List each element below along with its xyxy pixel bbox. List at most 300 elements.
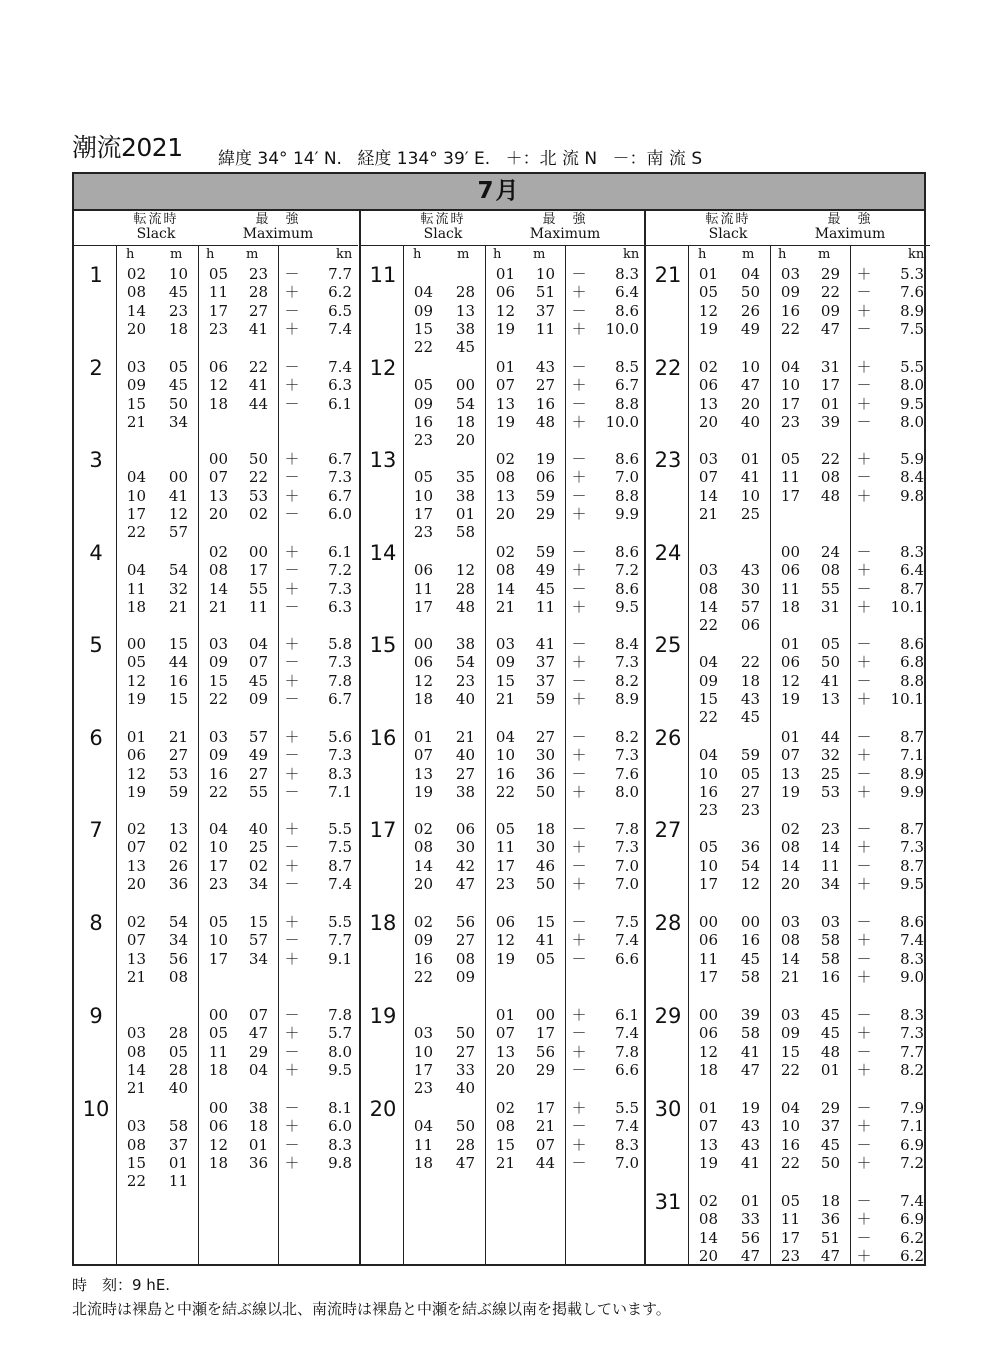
max-minute: 39 [820, 412, 840, 431]
direction-sign: ＋ [856, 1246, 872, 1265]
column-divider [850, 246, 851, 1264]
max-minute: 05 [820, 635, 840, 653]
slack-hour: 17 [413, 1060, 433, 1079]
max-minute: 45 [820, 1006, 840, 1024]
slack-hour: 22 [413, 967, 433, 986]
slack-hour: 17 [698, 874, 718, 893]
max-hour: 00 [208, 1006, 228, 1024]
direction-sign: － [284, 746, 300, 765]
max-hour: 02 [495, 1099, 515, 1117]
slack-hour: 08 [126, 1135, 146, 1154]
max-hour: 11 [208, 283, 228, 302]
direction-sign: － [571, 1024, 587, 1043]
direction-sign: ＋ [856, 1153, 872, 1172]
day-number: 27 [654, 818, 682, 842]
direction-sign: ＋ [284, 376, 300, 395]
max-minute: 49 [248, 746, 268, 765]
speed-knots: 8.3 [328, 764, 352, 783]
slack-hour: 08 [698, 579, 718, 598]
slack-minute: 34 [168, 412, 188, 431]
max-minute: 34 [248, 949, 268, 968]
speed-knots: 6.7 [615, 376, 639, 395]
direction-sign: － [571, 728, 587, 746]
speed-knots: 8.7 [900, 579, 924, 598]
direction-sign: － [284, 1099, 300, 1117]
slack-minute: 50 [455, 1117, 475, 1136]
max-minute: 59 [535, 486, 555, 505]
slack-hour: 02 [413, 913, 433, 931]
max-minute: 08 [820, 468, 840, 487]
max-hour: 01 [780, 635, 800, 653]
speed-knots: 7.7 [328, 931, 352, 950]
slack-minute: 47 [740, 1246, 760, 1265]
slack-minute: 43 [740, 1117, 760, 1136]
direction-sign: － [856, 820, 872, 838]
speed-knots: 8.3 [900, 949, 924, 968]
max-hour: 21 [495, 1153, 515, 1172]
slack-hour: 23 [413, 523, 433, 542]
speed-knots: 9.8 [328, 1153, 352, 1172]
slack-hour: 17 [698, 967, 718, 986]
direction-sign: － [856, 728, 872, 746]
speed-knots: 6.4 [900, 561, 924, 580]
max-hour: 16 [208, 764, 228, 783]
slack-hour: 09 [698, 671, 718, 690]
speed-knots: 6.6 [615, 949, 639, 968]
max-hour: 13 [495, 394, 515, 413]
max-minute: 46 [535, 856, 555, 875]
max-minute: 17 [535, 1024, 555, 1043]
speed-knots: 9.1 [328, 949, 352, 968]
direction-sign: － [284, 931, 300, 950]
slack-hour: 20 [126, 874, 146, 893]
slack-minute: 35 [455, 468, 475, 487]
unit-label: m [818, 247, 831, 262]
direction-sign: ＋ [856, 597, 872, 616]
slack-minute: 25 [740, 504, 760, 523]
speed-knots: 7.7 [328, 265, 352, 283]
direction-sign: ＋ [856, 301, 872, 320]
speed-knots: 7.6 [615, 764, 639, 783]
direction-sign: － [284, 782, 300, 801]
max-minute: 30 [535, 838, 555, 857]
unit-label: h [778, 247, 787, 262]
slack-hour: 14 [126, 301, 146, 320]
slack-minute: 56 [168, 949, 188, 968]
max-hour: 02 [208, 543, 228, 561]
direction-sign: － [284, 265, 300, 283]
maximum-header-jp: 最 強 [542, 212, 588, 227]
slack-minute: 01 [740, 1192, 760, 1210]
max-minute: 27 [248, 301, 268, 320]
speed-knots: 7.4 [328, 874, 352, 893]
slack-hour: 19 [413, 782, 433, 801]
max-minute: 47 [248, 1024, 268, 1043]
max-hour: 01 [495, 1006, 515, 1024]
slack-minute: 58 [740, 1024, 760, 1043]
speed-knots: 10.1 [890, 689, 924, 708]
max-minute: 59 [535, 543, 555, 561]
speed-knots: 8.3 [615, 1135, 639, 1154]
speed-knots: 7.4 [615, 1024, 639, 1043]
max-hour: 13 [495, 1042, 515, 1061]
slack-hour: 21 [698, 504, 718, 523]
slack-hour: 11 [698, 949, 718, 968]
slack-minute: 54 [168, 561, 188, 580]
speed-knots: 8.0 [900, 376, 924, 395]
units-row [361, 247, 645, 263]
max-hour: 06 [780, 561, 800, 580]
max-minute: 57 [248, 728, 268, 746]
max-minute: 36 [535, 764, 555, 783]
slack-hour: 10 [413, 486, 433, 505]
direction-sign: ＋ [571, 376, 587, 395]
speed-knots: 8.2 [615, 728, 639, 746]
direction-sign: ＋ [571, 746, 587, 765]
speed-knots: 7.3 [615, 746, 639, 765]
max-hour: 03 [495, 635, 515, 653]
max-hour: 05 [495, 820, 515, 838]
slack-minute: 57 [168, 523, 188, 542]
slack-hour: 12 [126, 764, 146, 783]
max-minute: 45 [535, 579, 555, 598]
direction-sign: － [571, 764, 587, 783]
slack-minute: 38 [455, 782, 475, 801]
speed-knots: 6.4 [615, 283, 639, 302]
slack-minute: 27 [455, 931, 475, 950]
slack-minute: 30 [740, 579, 760, 598]
slack-hour: 21 [126, 1079, 146, 1098]
speed-knots: 7.4 [328, 358, 352, 376]
day-number: 14 [369, 541, 397, 565]
max-hour: 02 [495, 450, 515, 468]
speed-knots: 7.2 [900, 1153, 924, 1172]
speed-knots: 9.8 [900, 486, 924, 505]
max-hour: 06 [780, 653, 800, 672]
slack-hour: 13 [698, 394, 718, 413]
speed-knots: 8.4 [900, 468, 924, 487]
max-hour: 16 [495, 764, 515, 783]
max-minute: 23 [820, 820, 840, 838]
speed-knots: 9.0 [900, 967, 924, 986]
max-minute: 58 [820, 949, 840, 968]
direction-sign: － [856, 319, 872, 338]
max-minute: 45 [248, 671, 268, 690]
slack-minute: 28 [168, 1060, 188, 1079]
max-minute: 50 [820, 1153, 840, 1172]
slack-hour: 20 [698, 1246, 718, 1265]
slack-minute: 28 [455, 1135, 475, 1154]
slack-header-jp: 転流時 [705, 212, 751, 227]
time-note: 時 刻：9 hE. [72, 1276, 171, 1294]
speed-knots: 8.8 [615, 394, 639, 413]
speed-knots: 6.1 [328, 394, 352, 413]
max-minute: 37 [535, 671, 555, 690]
slack-hour: 21 [126, 967, 146, 986]
max-hour: 16 [780, 1135, 800, 1154]
slack-hour: 20 [698, 412, 718, 431]
slack-hour: 14 [126, 1060, 146, 1079]
day-number: 23 [654, 448, 682, 472]
speed-knots: 5.8 [328, 635, 352, 653]
slack-hour: 01 [413, 728, 433, 746]
slack-minute: 39 [740, 1006, 760, 1024]
speed-knots: 5.9 [900, 450, 924, 468]
speed-knots: 8.1 [328, 1099, 352, 1117]
slack-hour: 10 [698, 764, 718, 783]
max-minute: 38 [248, 1099, 268, 1117]
slack-hour: 09 [413, 931, 433, 950]
max-hour: 19 [780, 782, 800, 801]
slack-hour: 14 [413, 856, 433, 875]
max-minute: 37 [535, 301, 555, 320]
unit-label: m [742, 247, 755, 262]
slack-minute: 28 [168, 1024, 188, 1043]
slack-hour: 00 [126, 635, 146, 653]
max-hour: 17 [780, 394, 800, 413]
slack-hour: 17 [413, 597, 433, 616]
speed-knots: 9.5 [900, 874, 924, 893]
max-minute: 08 [820, 561, 840, 580]
slack-minute: 50 [168, 394, 188, 413]
slack-minute: 59 [168, 782, 188, 801]
speed-knots: 6.1 [615, 1006, 639, 1024]
max-hour: 19 [495, 412, 515, 431]
direction-sign: ＋ [284, 635, 300, 653]
max-minute: 27 [248, 764, 268, 783]
max-hour: 04 [208, 820, 228, 838]
max-minute: 16 [535, 394, 555, 413]
direction-sign: ＋ [856, 874, 872, 893]
direction-sign: － [571, 1060, 587, 1079]
slack-minute: 41 [740, 468, 760, 487]
speed-knots: 7.3 [900, 838, 924, 857]
speed-knots: 7.0 [615, 856, 639, 875]
slack-hour: 07 [413, 746, 433, 765]
speed-knots: 7.5 [328, 838, 352, 857]
direction-sign: － [571, 913, 587, 931]
direction-sign: ＋ [284, 949, 300, 968]
max-hour: 08 [495, 468, 515, 487]
direction-sign: ＋ [571, 561, 587, 580]
slack-hour: 15 [126, 394, 146, 413]
direction-sign: ＋ [284, 319, 300, 338]
slack-header-en: Slack [708, 226, 748, 242]
max-minute: 29 [820, 1099, 840, 1117]
max-hour: 17 [208, 856, 228, 875]
max-minute: 49 [535, 561, 555, 580]
unit-label: m [533, 247, 546, 262]
direction-sign: ＋ [856, 394, 872, 413]
max-minute: 10 [535, 265, 555, 283]
maximum-header [770, 212, 930, 246]
slack-hour: 19 [126, 782, 146, 801]
max-minute: 29 [248, 1042, 268, 1061]
max-hour: 14 [780, 856, 800, 875]
speed-knots: 9.5 [900, 394, 924, 413]
max-hour: 08 [208, 561, 228, 580]
tide-column-block [359, 211, 645, 1264]
day-number: 10 [82, 1097, 110, 1121]
slack-minute: 00 [168, 468, 188, 487]
max-minute: 01 [820, 394, 840, 413]
slack-minute: 56 [455, 913, 475, 931]
max-hour: 09 [495, 653, 515, 672]
slack-minute: 45 [455, 338, 475, 357]
day-number: 29 [654, 1004, 682, 1028]
max-minute: 29 [820, 265, 840, 283]
max-minute: 25 [248, 838, 268, 857]
max-hour: 21 [495, 597, 515, 616]
max-hour: 15 [208, 671, 228, 690]
max-hour: 03 [780, 913, 800, 931]
max-hour: 21 [208, 597, 228, 616]
max-hour: 22 [780, 1060, 800, 1079]
slack-hour: 14 [698, 597, 718, 616]
max-hour: 06 [208, 358, 228, 376]
slack-minute: 38 [455, 635, 475, 653]
slack-hour: 05 [413, 468, 433, 487]
max-minute: 43 [535, 358, 555, 376]
max-hour: 09 [208, 653, 228, 672]
day-number: 7 [89, 818, 103, 842]
slack-minute: 04 [740, 265, 760, 283]
slack-minute: 56 [740, 1228, 760, 1247]
speed-knots: 8.3 [900, 1006, 924, 1024]
slack-hour: 02 [698, 1192, 718, 1210]
speed-knots: 7.3 [615, 653, 639, 672]
slack-minute: 05 [740, 764, 760, 783]
max-hour: 15 [495, 1135, 515, 1154]
unit-label: m [246, 247, 259, 262]
slack-minute: 21 [455, 728, 475, 746]
max-hour: 07 [780, 746, 800, 765]
max-hour: 12 [780, 671, 800, 690]
max-hour: 13 [208, 486, 228, 505]
direction-sign: － [571, 394, 587, 413]
max-minute: 02 [248, 504, 268, 523]
speed-knots: 6.0 [328, 504, 352, 523]
max-minute: 11 [535, 319, 555, 338]
speed-knots: 8.7 [328, 856, 352, 875]
speed-knots: 10.0 [605, 319, 639, 338]
speed-knots: 7.4 [615, 1117, 639, 1136]
slack-hour: 07 [698, 468, 718, 487]
max-hour: 03 [208, 728, 228, 746]
slack-hour: 02 [126, 913, 146, 931]
max-hour: 02 [495, 543, 515, 561]
slack-minute: 26 [740, 301, 760, 320]
max-minute: 48 [820, 1042, 840, 1061]
slack-minute: 45 [740, 708, 760, 727]
slack-hour: 07 [126, 838, 146, 857]
slack-minute: 57 [740, 597, 760, 616]
month-banner: 7月 [74, 174, 924, 211]
direction-sign: － [571, 301, 587, 320]
slack-hour: 22 [413, 338, 433, 357]
slack-hour: 23 [413, 431, 433, 450]
slack-hour: 04 [698, 746, 718, 765]
speed-knots: 8.4 [615, 635, 639, 653]
speed-knots: 8.6 [615, 579, 639, 598]
slack-hour: 09 [126, 376, 146, 395]
max-minute: 37 [820, 1117, 840, 1136]
speed-knots: 7.3 [328, 579, 352, 598]
direction-sign: － [856, 949, 872, 968]
max-hour: 03 [208, 635, 228, 653]
slack-hour: 02 [413, 820, 433, 838]
day-number: 19 [369, 1004, 397, 1028]
max-hour: 23 [495, 874, 515, 893]
speed-knots: 8.3 [328, 1135, 352, 1154]
slack-hour: 05 [698, 838, 718, 857]
maximum-header-jp: 最 強 [255, 212, 301, 227]
max-hour: 14 [780, 949, 800, 968]
speed-knots: 7.6 [900, 283, 924, 302]
slack-hour: 06 [413, 653, 433, 672]
max-minute: 01 [820, 1060, 840, 1079]
speed-knots: 8.7 [900, 820, 924, 838]
slack-hour: 22 [698, 708, 718, 727]
max-hour: 12 [208, 376, 228, 395]
unit-label: kn [336, 247, 353, 262]
speed-knots: 7.3 [328, 653, 352, 672]
slack-minute: 50 [740, 283, 760, 302]
direction-sign: － [856, 1042, 872, 1061]
speed-knots: 6.7 [328, 689, 352, 708]
direction-sign: － [856, 283, 872, 302]
direction-sign: ＋ [856, 1024, 872, 1043]
max-minute: 15 [535, 913, 555, 931]
slack-hour: 06 [126, 746, 146, 765]
max-hour: 01 [780, 728, 800, 746]
day-number: 24 [654, 541, 682, 565]
direction-sign: － [284, 689, 300, 708]
max-hour: 18 [208, 1060, 228, 1079]
max-minute: 55 [248, 782, 268, 801]
slack-minute: 18 [455, 412, 475, 431]
max-hour: 22 [208, 689, 228, 708]
max-minute: 13 [820, 689, 840, 708]
direction-sign: ＋ [284, 671, 300, 690]
max-minute: 40 [248, 820, 268, 838]
direction-sign: － [856, 1135, 872, 1154]
speed-knots: 6.0 [328, 1117, 352, 1136]
direction-sign: － [284, 468, 300, 487]
max-hour: 22 [495, 782, 515, 801]
slack-hour: 07 [126, 931, 146, 950]
direction-sign: ＋ [284, 728, 300, 746]
slack-hour: 07 [698, 1117, 718, 1136]
speed-knots: 5.6 [328, 728, 352, 746]
direction-sign: － [571, 543, 587, 561]
slack-minute: 27 [455, 764, 475, 783]
slack-hour: 15 [698, 689, 718, 708]
max-minute: 30 [535, 746, 555, 765]
speed-knots: 7.1 [900, 1117, 924, 1136]
slack-minute: 47 [455, 874, 475, 893]
direction-sign: ＋ [856, 689, 872, 708]
slack-minute: 40 [455, 689, 475, 708]
max-minute: 53 [248, 486, 268, 505]
slack-minute: 12 [455, 561, 475, 580]
direction-sign: ＋ [284, 1060, 300, 1079]
slack-header [116, 212, 196, 246]
slack-minute: 00 [740, 913, 760, 931]
max-minute: 23 [248, 265, 268, 283]
speed-knots: 6.2 [328, 283, 352, 302]
slack-header-jp: 転流時 [420, 212, 466, 227]
